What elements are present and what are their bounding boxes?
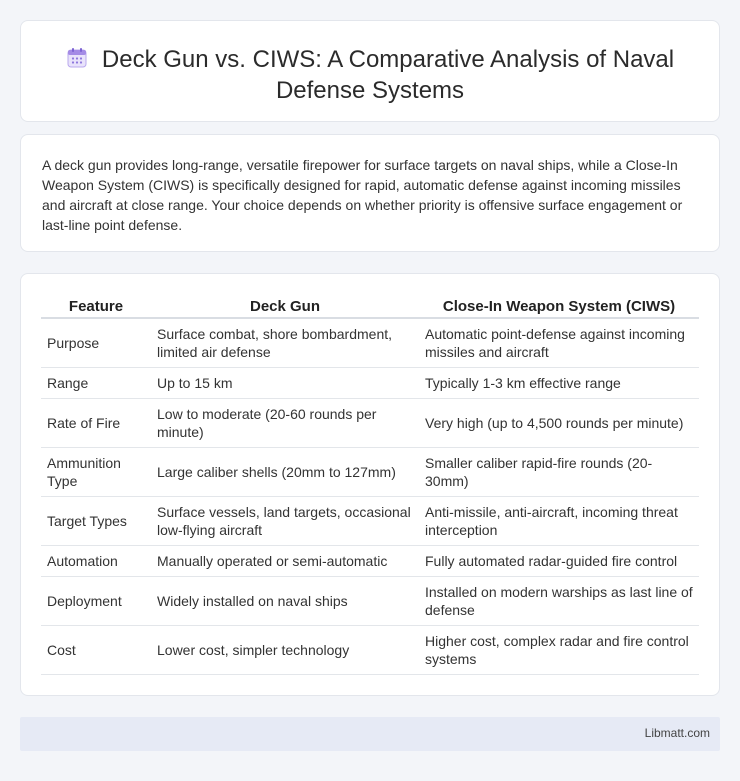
page-title-wrap (21, 44, 719, 106)
footer-site-link[interactable]: Libmatt.com (644, 726, 710, 740)
row-deck-gun: Large caliber shells (20mm to 127mm) (151, 448, 419, 497)
table-row (41, 319, 699, 368)
page-title: Deck Gun vs. CIWS: A Comparative Analysis of Naval Defense Systems (101, 46, 675, 104)
title-card (20, 20, 720, 122)
row-ciws: Very high (up to 4,500 rounds per minute) (419, 399, 699, 448)
row-ciws: Smaller caliber rapid-fire rounds (20-30mm) (419, 448, 699, 497)
row-deck-gun: Up to 15 km (151, 368, 419, 399)
intro-paragraph: A deck gun provides long-range, versatile firepower for surface targets on naval ships, while a Close-In Weapon System (CIWS) is specifically designed for rapid, automatic defense against incoming missiles and aircraft at close range. Your choice depends on whether priority is offensive surface engagement or last-line point defense. (42, 157, 683, 233)
row-ciws: Anti-missile, anti-aircraft, incoming threat interception (419, 497, 699, 546)
comparison-table (41, 296, 699, 675)
comparison-card (20, 273, 720, 696)
header-deck-gun: Deck Gun (151, 296, 419, 319)
header-ciws: Close-In Weapon System (CIWS) (419, 296, 699, 319)
row-deck-gun: Low to moderate (20-60 rounds per minute) (151, 399, 419, 448)
row-feature: Deployment (41, 577, 151, 626)
table-row (41, 546, 699, 577)
row-feature: Cost (41, 626, 151, 675)
row-deck-gun: Surface vessels, land targets, occasional low-flying aircraft (151, 497, 419, 546)
row-feature: Target Types (41, 497, 151, 546)
row-deck-gun: Widely installed on naval ships (151, 577, 419, 626)
header-feature: Feature (41, 296, 151, 319)
row-ciws: Automatic point-defense against incoming missiles and aircraft (419, 319, 699, 368)
table-header-row (41, 296, 699, 319)
intro-card (20, 134, 720, 252)
row-ciws: Typically 1-3 km effective range (419, 368, 699, 399)
row-feature: Rate of Fire (41, 399, 151, 448)
row-ciws: Fully automated radar-guided fire control (419, 546, 699, 577)
table-row (41, 577, 699, 626)
table-row (41, 448, 699, 497)
footer (20, 717, 720, 751)
row-feature: Purpose (41, 319, 151, 368)
table-row (41, 497, 699, 546)
row-deck-gun: Surface combat, shore bombardment, limited air defense (151, 319, 419, 368)
row-ciws: Higher cost, complex radar and fire control systems (419, 626, 699, 675)
row-deck-gun: Manually operated or semi-automatic (151, 546, 419, 577)
row-feature: Automation (41, 546, 151, 577)
row-deck-gun: Lower cost, simpler technology (151, 626, 419, 675)
table-row (41, 368, 699, 399)
calendar-icon (66, 47, 88, 69)
row-feature: Ammunition Type (41, 448, 151, 497)
row-feature: Range (41, 368, 151, 399)
row-ciws: Installed on modern warships as last line of defense (419, 577, 699, 626)
table-row (41, 626, 699, 675)
table-row (41, 399, 699, 448)
